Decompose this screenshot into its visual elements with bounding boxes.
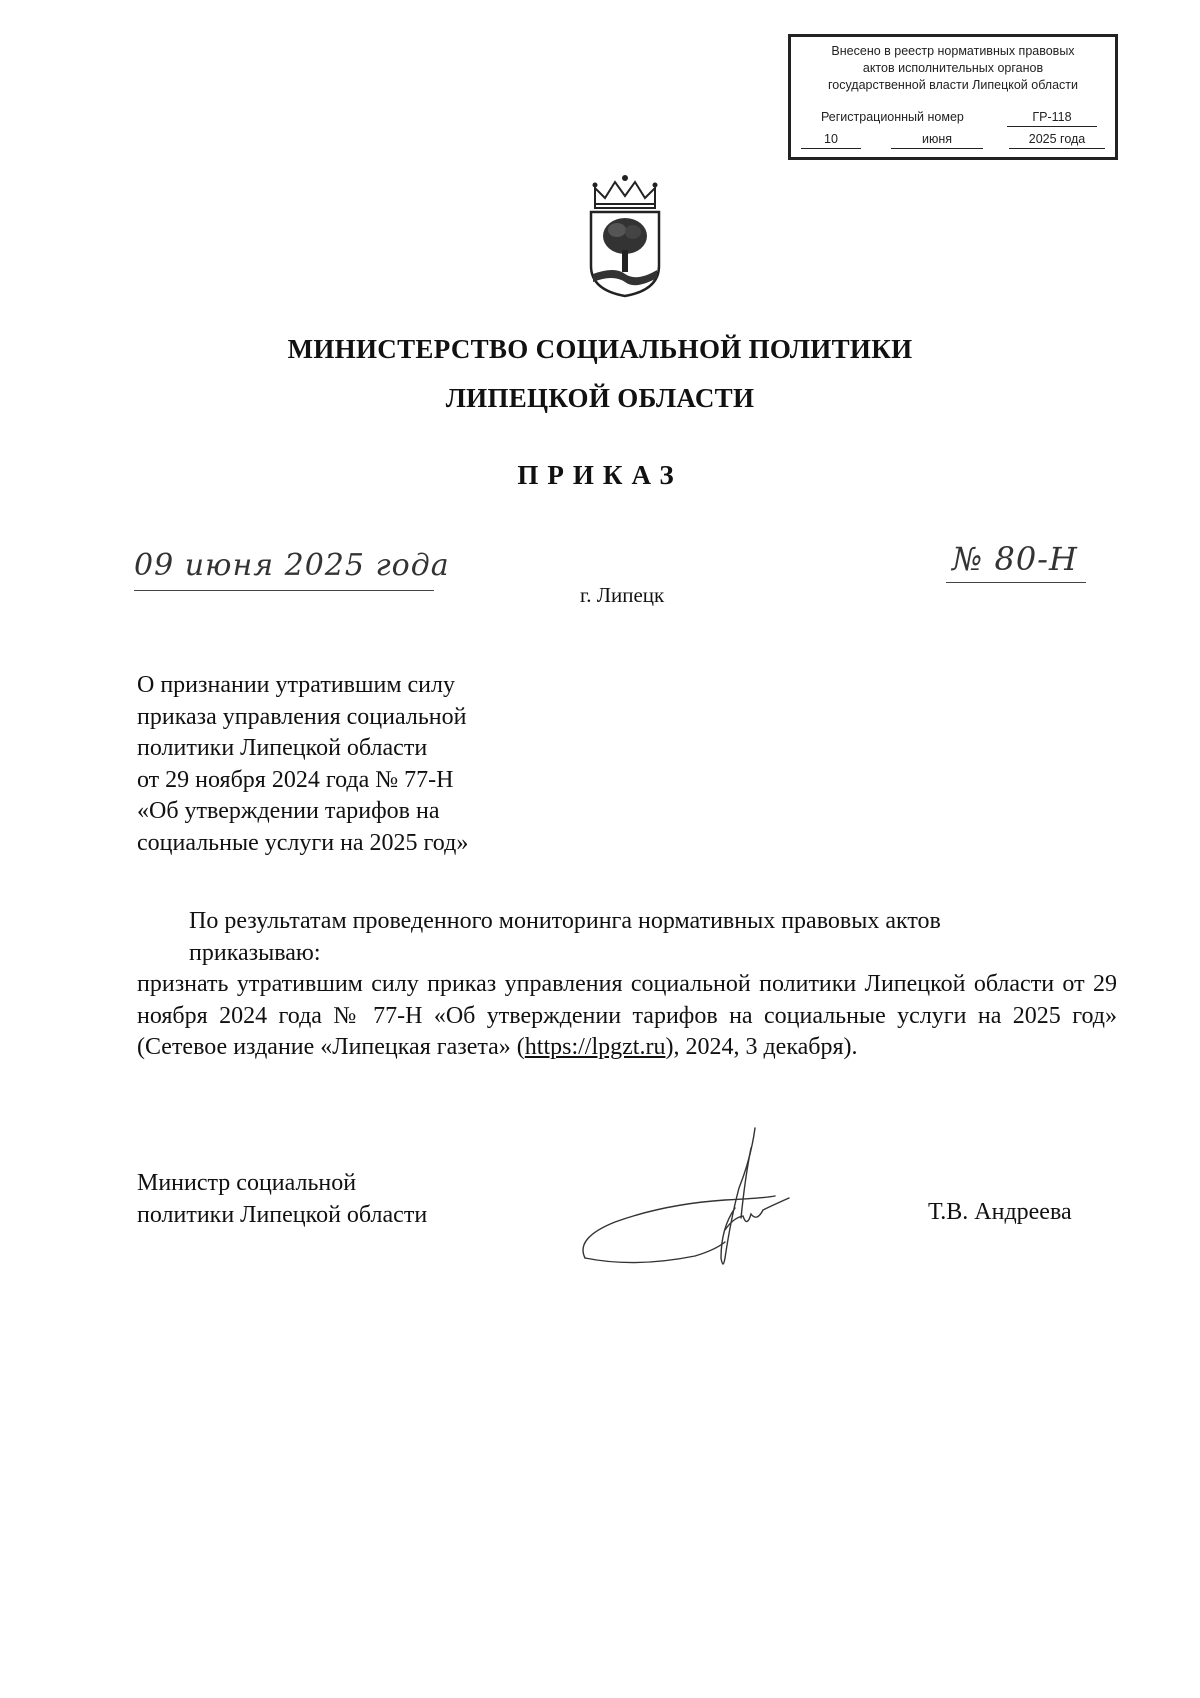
stamp-year: 2025 года [1009,131,1105,149]
body-paragraph-1-end: приказываю: [189,939,321,966]
ministry-name-line-2: ЛИПЕЦКОЙ ОБЛАСТИ [445,383,755,413]
number-underline [946,582,1086,583]
handwritten-date: 09 июня 2025 года [134,548,450,583]
signatory-name: Т.В. Андреева [928,1199,1072,1225]
body-paragraph-2-start: признать утратившим силу приказ управления социальной политики Липецкой области от 29 ноября 2024 года № 77-Н «Об утверждении тарифов на социальные услуги на 2025 год» (Сетевое издание «Липецкая газета» ( [137,971,1117,1060]
body-paragraph-2-end: ), 2024, 3 декабря). [665,1034,858,1060]
body-paragraph-2 [137,969,1117,1064]
stamp-line-1: Внесено в реестр нормативных правовых [831,44,1075,58]
registry-stamp [788,34,1118,160]
handwritten-order-number: № 80-Н [952,540,1078,578]
ministry-name-line-1: МИНИСТЕРСТВО СОЦИАЛЬНОЙ ПОЛИТИКИ [287,334,913,364]
stamp-registration-number: ГР-118 [1007,109,1097,127]
stamp-line-3: государственной власти Липецкой области [827,78,1079,92]
document-type-title: ПРИКАЗ [517,460,683,490]
stamp-day: 10 [801,131,861,149]
stamp-date-row [801,131,1105,149]
coat-of-arms-icon [585,170,665,300]
stamp-registration-label: Регистрационный номер [821,110,964,124]
date-underline [134,590,434,591]
order-subject: О признании утратившим силу приказа управления социальной политики Липецкой области от 29 ноября 2024 года № 77-Н «Об утверждении тарифов на социальные услуги на 2025 год» [137,672,469,856]
signatory-position: Министр социальной политики Липецкой области [137,1170,428,1228]
lipetsk-gazette-link[interactable]: https://lpgzt.ru [524,1034,666,1060]
stamp-registration-row [821,109,1105,127]
stamp-month: июня [891,131,983,149]
city-label: г. Липецк [580,583,665,607]
stamp-line-2: актов исполнительных органов [862,61,1044,75]
handwritten-signature [575,1118,835,1278]
body-paragraph-1 [137,906,1117,969]
body-paragraph-1-text: По результатам проведенного мониторинга нормативных правовых актов [189,908,941,934]
